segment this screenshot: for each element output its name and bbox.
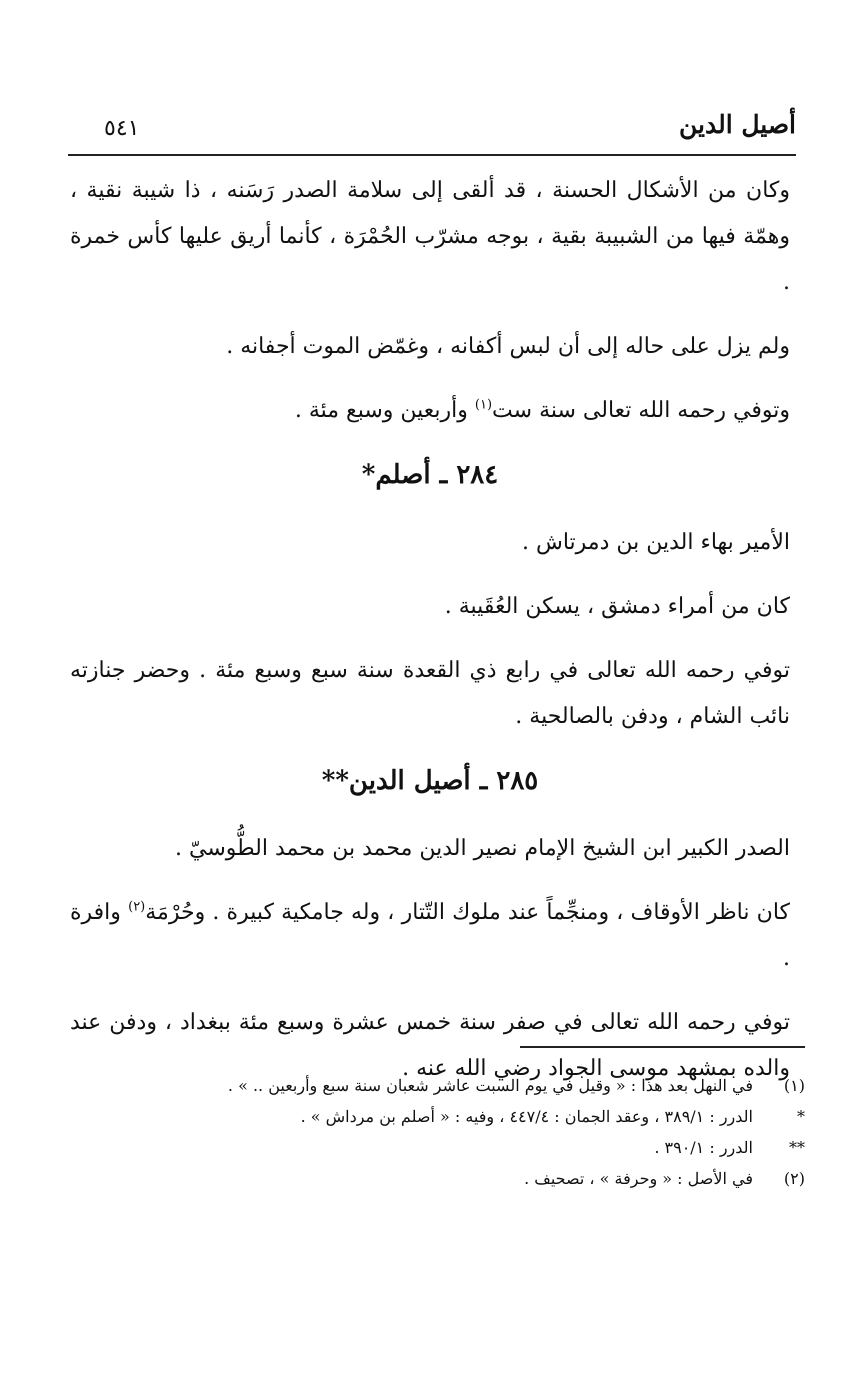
paragraph-text: وتوفي رحمه الله تعالى سنة ست (492, 398, 790, 423)
main-text (70, 168, 790, 1110)
footnotes (100, 1070, 805, 1194)
paragraph-text: وافرة . (70, 900, 790, 971)
running-title: أصيل الدين (678, 110, 796, 139)
footnote-mark: (١) (783, 1076, 805, 1095)
paragraph: كان من أمراء دمشق ، يسكن العُقَيبة . (444, 594, 790, 619)
paragraph-text: وأربعين وسبع مئة . (294, 398, 475, 423)
footnote-text: الدرر : ٣٨٩/١ ، وعقد الجمان : ٤٤٧/٤ ، وفيه : « أصلم بن مرداش » . (300, 1107, 753, 1126)
footnote-text: الدرر : ٣٩٠/١ . (654, 1138, 753, 1157)
page-number: ٥٤١ (104, 116, 140, 141)
paragraph: توفي رحمه الله تعالى في صفر سنة خمس عشرة وسبع مئة ببغداد ، ودفن عند والده بمشهد موسى الجواد رضي الله عنه . (70, 1010, 790, 1081)
entry-heading: ٢٨٤ ـ أصلم* (361, 460, 499, 490)
footnote (100, 1163, 805, 1194)
footnote (100, 1132, 805, 1163)
paragraph: وكان من الأشكال الحسنة ، قد ألقى إلى سلامة الصدر رَسَنه ، ذا شيبة نقية ، وهمّة فيها من الشبيبة بقية ، بوجه مشرّب الحُمْرَة ، كأنما أريق عليها كأس خمرة . (70, 178, 790, 295)
footnote (100, 1070, 805, 1101)
entry-heading: ٢٨٥ ـ أصيل الدين** (321, 766, 539, 796)
paragraph: توفي رحمه الله تعالى في رابع ذي القعدة سنة سبع وسبع مئة . وحضر جنازته نائب الشام ، ودفن بالصالحية . (70, 658, 790, 729)
paragraph (70, 388, 790, 434)
footnote-separator (520, 1046, 805, 1048)
paragraph: ولم يزل على حاله إلى أن لبس أكفانه ، وغمّض الموت أجفانه . (226, 334, 790, 359)
footnote-text: في النهل بعد هذا : « وقيل في يوم السبت عاشر شعبان سنة سبع وأربعين .. » . (227, 1076, 753, 1095)
footnote-mark: (٢) (783, 1169, 805, 1188)
running-header (68, 108, 796, 156)
footnote-reference: (١) (474, 397, 493, 413)
paragraph: الأمير بهاء الدين بن دمرتاش . (522, 530, 790, 555)
paragraph-text: كان ناظر الأوقاف ، ومنجِّماً عند ملوك التّتار ، وله جامكية كبيرة . وحُرْمَة (145, 900, 790, 925)
footnote-text: في الأصل : « وحرفة » ، تصحيف . (524, 1169, 753, 1188)
paragraph (70, 890, 790, 982)
footnote-reference: (٢) (128, 899, 146, 915)
paragraph: الصدر الكبير ابن الشيخ الإمام نصير الدين محمد بن محمد الطُّوسيّ . (175, 836, 790, 861)
footnote (100, 1101, 805, 1132)
footnote-mark: ** (789, 1138, 805, 1157)
footnote-mark: * (797, 1107, 805, 1126)
